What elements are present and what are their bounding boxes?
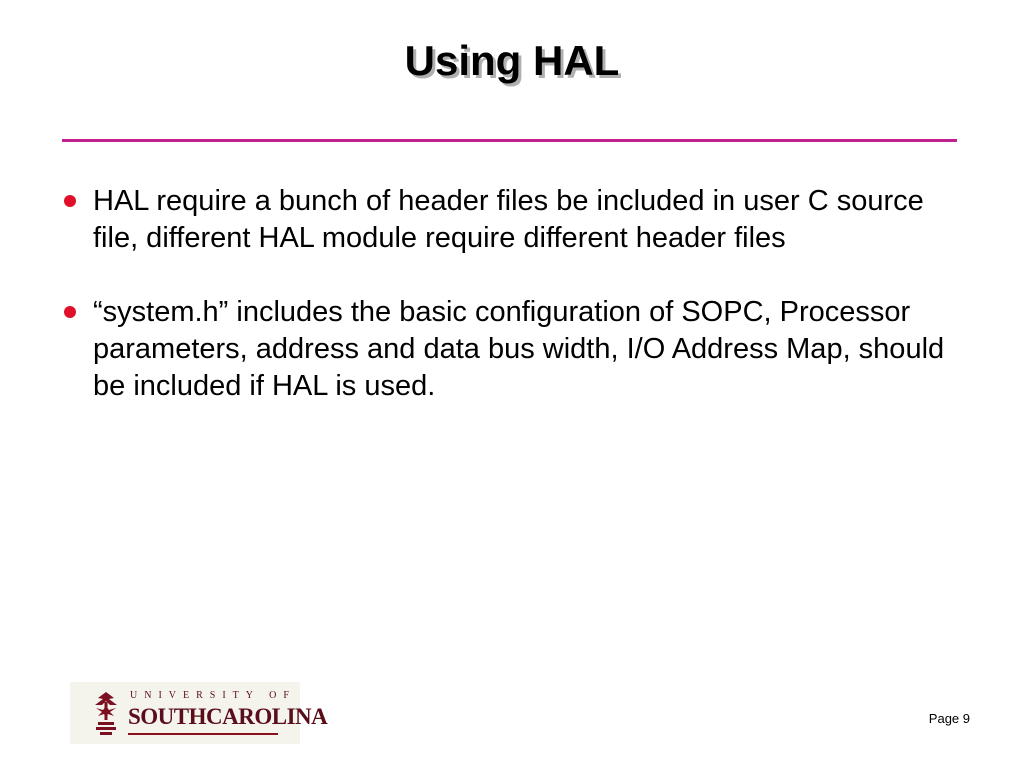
logo-south-carolina: SOUTHCAROLINA — [128, 704, 328, 729]
bullet-item — [62, 294, 952, 405]
bullet-dot-icon — [64, 195, 76, 207]
title-divider — [62, 139, 957, 142]
page-number: Page 9 — [928, 711, 970, 726]
bullet-list — [62, 183, 952, 442]
logo-university-of: UNIVERSITY OF — [130, 690, 296, 701]
bullet-text: “system.h” includes the basic configuration of SOPC, Processor parameters, address and data bus width, I/O Address Map, should be included if HAL is used. — [93, 296, 945, 402]
slide-title: Using HAL — [404, 37, 620, 84]
university-logo — [70, 682, 328, 744]
bullet-text: HAL require a bunch of header files be included in user C source file, different HAL module require different header files — [93, 185, 924, 254]
logo-underline — [128, 733, 278, 735]
bullet-item — [62, 183, 952, 257]
bullet-dot-icon — [64, 306, 76, 318]
palmetto-tree-icon — [92, 688, 120, 738]
